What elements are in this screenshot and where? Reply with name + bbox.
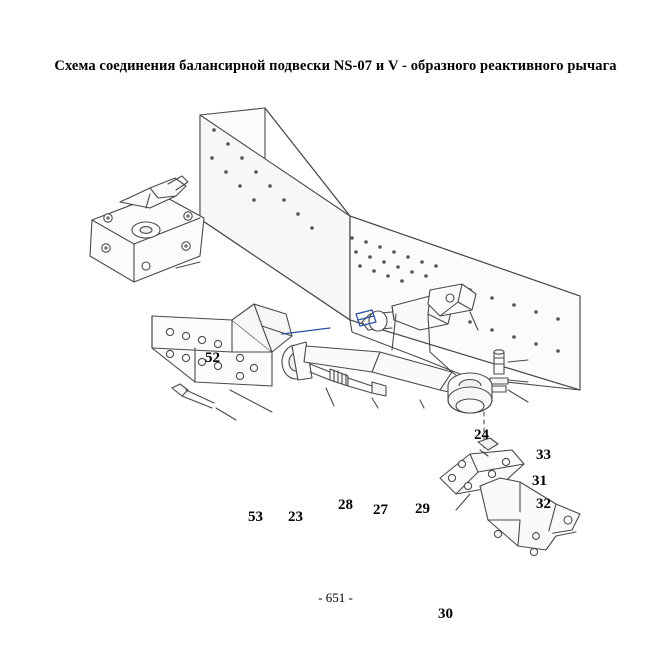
leader-31: [508, 380, 528, 382]
callout-32: 32: [536, 496, 551, 512]
leader-32: [508, 390, 528, 402]
callout-52: 52: [205, 350, 220, 366]
leader-23: [230, 390, 272, 412]
page-title: Схема соединения балансирной подвески NS-07 и V - образного реактивного рычага: [54, 58, 617, 74]
callout-30: 30: [438, 606, 453, 622]
page-number: - 651 -: [318, 590, 353, 605]
center-joint: [448, 373, 492, 413]
leader-27: [372, 398, 378, 408]
callout-33: 33: [536, 447, 551, 463]
leader-30: [456, 494, 470, 510]
diagram-svg: [0, 90, 671, 580]
part-52-bracket: [90, 176, 204, 282]
callout-27: 27: [373, 502, 388, 518]
part-23-plate: [152, 304, 292, 386]
part-53-bolt: [172, 384, 214, 408]
callout-23: 23: [288, 509, 303, 525]
leader-28: [326, 388, 334, 406]
callout-29: 29: [415, 501, 430, 517]
callout-31: 31: [532, 473, 547, 489]
leader-29: [420, 400, 424, 408]
callout-24: 24: [474, 427, 489, 443]
callout-28: 28: [338, 497, 353, 513]
leader-53: [216, 408, 236, 420]
part-30-lower-bracket: [440, 438, 580, 556]
callout-53: 53: [248, 509, 263, 525]
